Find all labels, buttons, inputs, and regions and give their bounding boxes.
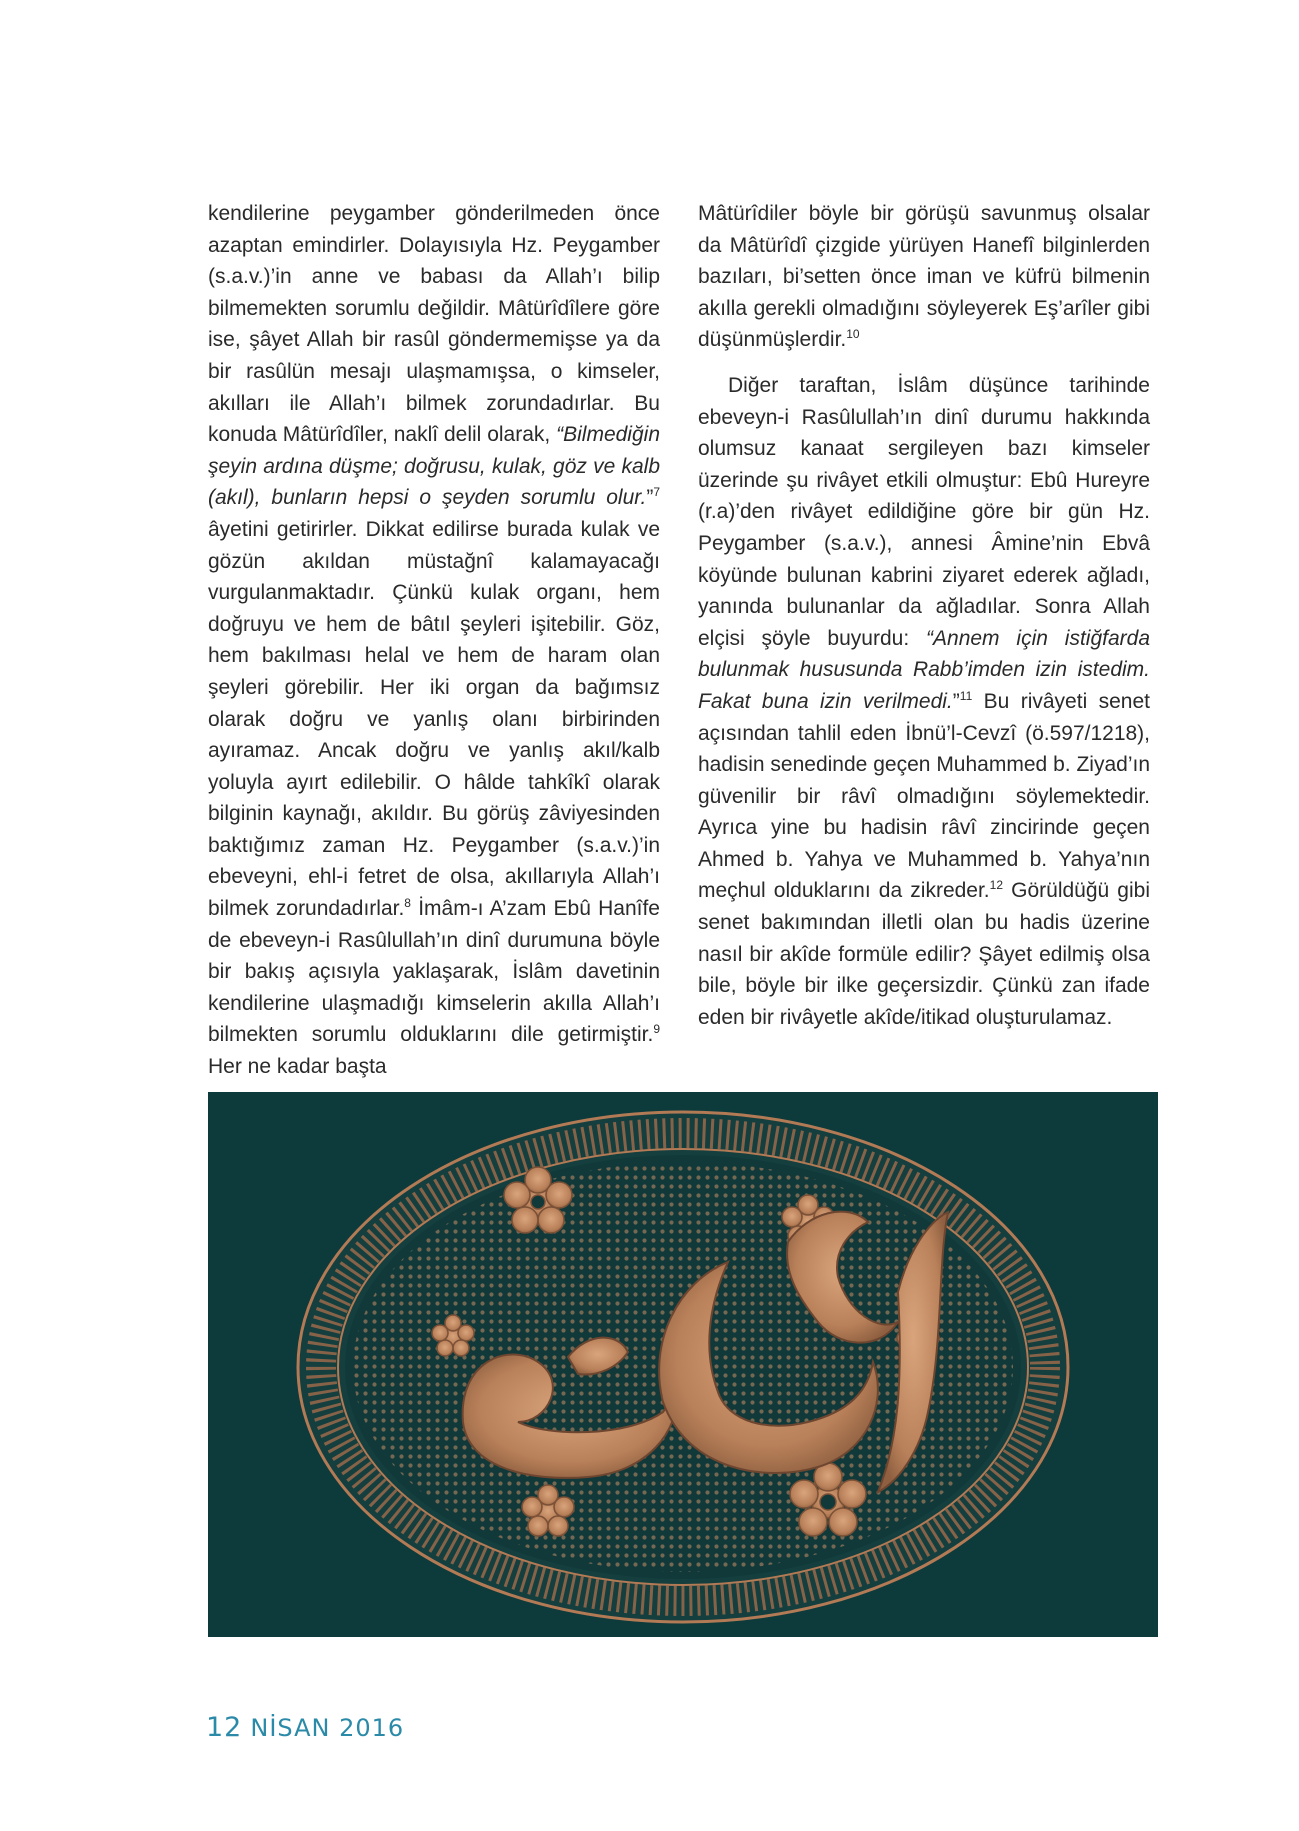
- footnote-ref: 9: [653, 1022, 660, 1037]
- page-number: 12: [206, 1712, 243, 1743]
- footnote-ref: 8: [404, 896, 411, 911]
- right-column: [698, 198, 1150, 1033]
- quote-end: ”: [646, 486, 654, 510]
- body-text: kendilerine peygamber gönderilmeden önce azaptan emindirler. Dolayısıyla Hz. Peygamber (s.a.v.)’in anne ve babası da Allah’ı bilip bilmemekten sorumlu değildir. Mâtürîdîlere göre ise, şâyet Allah bir rasûl göndermemişse ya da bir rasûlün mesajı ulaşmamışsa, o kimseler, akılları ile Allah’ı bilmek zorundadırlar. Bu konuda Mâtürîdîler, naklî delil olarak,: [208, 202, 660, 447]
- body-text: Görüldüğü gibi senet bakımından illetli olan bu hadis üzerine nasıl bir akîde formüle edilir? Şâyet edilmiş olsa bile, böyle bir ilke geçersizdir. Çünkü zan ifade eden bir rivâyetle akîde/itikad oluşturulamaz.: [698, 879, 1150, 1029]
- paragraph: [698, 370, 1150, 1033]
- quote-text: “Bilmediğin şeyin ardına düşme; doğrusu, kulak, göz ve kalb (akıl), bunların hepsi o şeyden sorumlu olur.: [208, 423, 660, 510]
- calligraphy-medallion-image: [208, 1092, 1158, 1637]
- body-text: İmâm-ı A’zam Ebû Hanîfe de ebeveyn-i Rasûlullah’ın dinî durumuna böyle bir bakış açısıyla yaklaşarak, İslâm davetinin kendilerine ulaşmadığı kimselerin akılla Allah’ı bilmekten sorumlu olduklarını dile getirmiştir.: [208, 897, 660, 1047]
- footnote-ref: 12: [989, 878, 1004, 893]
- left-column: [208, 198, 660, 1083]
- body-text: âyetini getirirler. Dikkat edilirse burada kulak ve gözün akıldan müstağnî kalamayacağı vurgulanmaktadır. Çünkü kulak organı, hem doğruyu ve hem de bâtıl şeyleri işitebilir. Göz, hem bakılması helal ve hem de haram olan şeyleri görebilir. Her iki organ da bağımsız olarak doğru ve yanlış olanı birbirinden ayıramaz. Ancak doğru ve yanlış akıl/kalb yoluyla ayırt edilebilir. O hâlde tahkîkî olarak bilginin kaynağı, akıldır. Bu görüş zâviyesinden baktığımız zaman Hz. Peygamber (s.a.v.)’in ebeveyni, ehl-i fetret de olsa, akıllarıyla Allah’ı bilmek zorundadırlar.: [208, 517, 660, 921]
- body-text: Her ne kadar başta: [208, 1055, 387, 1079]
- issue-date: NİSAN 2016: [250, 1714, 405, 1742]
- quote-end: ”: [952, 689, 960, 713]
- footnote-ref: 7: [653, 485, 660, 500]
- quote-text: “Annem için istiğfarda bulunmak hususunda Rabb’imden izin istedim. Fakat buna izin verilmedi.: [698, 626, 1150, 713]
- body-text: Diğer taraftan, İslâm düşünce tarihinde ebeveyn-i Rasûlullah’ın dinî durumu hakkında olumsuz kanaat sergileyen bazı kimseler üzerinde şu rivâyet etkili olmuştur: Ebû Hureyre (r.a)’den rivâyet edildiğine göre bir gün Hz. Peygamber (s.a.v.), annesi Âmine’nin Ebvâ köyünde bulunan kabrini ziyaret ederek ağladı, yanında bulunanlar da ağladılar. Sonra Allah elçisi şöyle buyurdu:: [698, 373, 1150, 650]
- paragraph: [208, 198, 660, 1083]
- body-text: Bu rivâyeti senet açısından tahlil eden İbnü’l-Cevzî (ö.597/1218), hadisin senedinde geçen Muhammed b. Ziyad’ın güvenilir bir râvî olmadığını söylemektedir. Ayrıca yine bu hadisin râvî zincirinde geçen Ahmed b. Yahya ve Muhammed b. Yahya’nın meçhul olduklarını da zikreder.: [698, 689, 1150, 903]
- page-footer: [206, 1712, 404, 1743]
- footnote-ref: 11: [959, 688, 973, 703]
- medallion-illustration: [208, 1092, 1158, 1637]
- body-text: Mâtürîdiler böyle bir görüşü savunmuş olsalar da Mâtürîdî çizgide yürüyen Hanefî bilginlerden bazıları, bi’setten önce iman ve küfrü bilmenin akılla gerekli olmadığını söyleyerek Eş’arîler gibi düşünmüşlerdir.: [698, 202, 1150, 352]
- paragraph: [698, 198, 1150, 356]
- footnote-ref: 10: [846, 327, 860, 342]
